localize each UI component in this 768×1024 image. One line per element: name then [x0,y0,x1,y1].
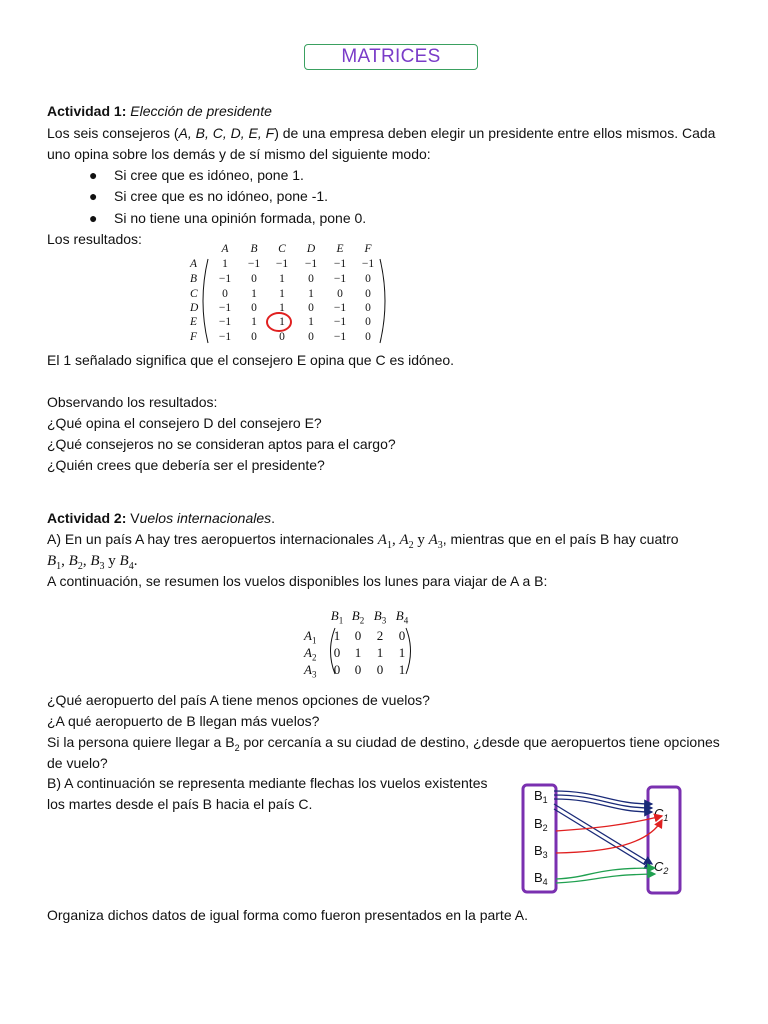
matrix-cell: −1 [333,331,347,343]
label-letter: B [330,608,339,623]
matrix-cell: 0 [376,662,384,677]
list-item [89,166,304,184]
matrix-cell: 0 [365,316,371,328]
matrix-cell: −1 [333,302,347,314]
math-b-airports: $B_1$, $B_2$, $B_3$ y $B_4$. [47,553,138,572]
flight-b2-c1 [556,816,662,831]
question: ¿Qué opina el consejero D del consejero E? [47,415,322,431]
matrix-cell: 1 [398,662,406,677]
node-c1: $C_1$ [654,806,669,823]
closing-instruction: Organiza dichos datos de igual forma como fueron presentados en la parte A. [47,907,528,923]
matrix-col-label: E [336,243,344,255]
matrix-cell: 0 [365,273,371,285]
list-item [89,187,328,205]
matrix-cell: 1 [376,645,384,660]
matrix-cell: −1 [247,258,261,270]
node-c2: $C_2$ [654,859,669,876]
intro-text: ) de una empresa deben elegir un presidente entre ellos mismos. Cada [274,125,716,141]
label-letter: A [304,645,312,660]
matrix-cell: 1 [398,645,406,660]
matrix-cell: 0 [333,662,341,677]
math-a-airports: $A_1$, $A_2$ y $A_3$ [377,532,443,551]
matrix-row-label: F [190,331,198,343]
flight-b1-c2 [554,804,652,864]
label-letter: B [373,608,382,623]
label-letter: A [304,662,312,677]
matrix-cell: −1 [304,258,318,270]
heading-text: V [126,510,140,526]
activity-1-heading [47,102,272,120]
question: ¿Qué aeropuerto del país A tiene menos opciones de vuelos? [47,692,430,708]
matrix-row-label: B [190,273,198,285]
matrix-cell: 0 [279,331,285,343]
part-b-line-2: los martes desde el país B hacia el país C. [47,796,313,812]
flight-b3-c1 [556,820,662,853]
matrix-cell: 0 [365,302,371,314]
matrix-col-label: D [306,243,316,255]
bullet-text: Si no tiene una opinión formada, pone 0. [114,210,367,226]
matrix-cell: −1 [218,302,232,314]
matrix-cell: 0 [337,288,343,300]
matrix-cell: 2 [376,628,384,643]
matrix-cell: −1 [361,258,375,270]
question [47,733,720,757]
bullet-text: Si cree que es no idóneo, pone -1. [114,188,329,204]
activity-1-intro-line-2: uno opina sobre los demás y de sí mismo del siguiente modo: [47,146,431,162]
part-b-line-1: B) A continuación se representa mediante flechas los vuelos existentes [47,775,488,791]
question-text: por cercanía a su ciudad de destino, ¿desde que aeropuertos tiene opciones [239,734,720,750]
matrix-cell: 0 [308,302,314,314]
activity-2-line-1 [47,530,679,555]
node-b4: $B_4$ [534,870,548,887]
activity-1-subtitle: Elección de presidente [130,103,272,119]
matrix-cell: 1 [279,273,285,285]
matrix-cell: −1 [333,316,347,328]
activity-2-line-3: A continuación, se resumen los vuelos disponibles los lunes para viajar de A a B: [47,573,548,589]
country-c-box [648,787,680,893]
subscript: 2 [234,742,240,753]
node-b2: $B_2$ [534,816,548,833]
matrix-cell: 0 [251,302,257,314]
matrix-cell: −1 [333,258,347,270]
flight-b1-c1 [554,791,652,804]
matrix-cell: −1 [275,258,289,270]
matrix-cell: −1 [218,331,232,343]
matrix-cell: 0 [333,645,341,660]
matrix-cell: 0 [251,331,257,343]
label-letter: B [395,608,404,623]
bullet-icon: ● [89,188,98,204]
matrix-cell: 0 [308,331,314,343]
matrix-cell: 1 [308,316,314,328]
matrix-cell: 0 [222,288,228,300]
matrix-cell: 1 [354,645,362,660]
matrix-col-label: C [278,243,286,255]
matrix-row-label [304,661,316,684]
results-label: Los resultados: [47,231,142,247]
matrix-col-label: B [250,243,258,255]
matrix-cell: 1 [308,288,314,300]
matrix-cell: 0 [365,331,371,343]
label-sub: 2 [311,652,317,663]
question: ¿A qué aeropuerto de B llegan más vuelos? [47,713,320,729]
intro-letters: A, B, C, D, E, F [178,125,275,141]
intro-text: Los seis consejeros ( [47,125,179,141]
label-sub: 1 [311,635,317,646]
matrix-cell: −1 [333,273,347,285]
matrix-cell: 0 [308,273,314,285]
label-sub: 1 [338,615,344,626]
flight-b1-c2 [554,809,652,869]
question-continued: de vuelo? [47,755,108,771]
matrix-col-label: A [221,243,229,255]
line-text: , mientras que en el país B hay cuatro [442,531,679,547]
matrix-cell: 1 [251,288,257,300]
opinion-matrix [186,241,396,345]
matrix-cell: 1 [251,316,257,328]
matrix-cell: 0 [354,628,362,643]
activity-2-label: Actividad 2: [47,510,127,526]
matrix-cell: 1 [279,288,285,300]
label-letter: A [304,628,312,643]
activity-1-label: Actividad 1: [47,103,127,119]
flights-arrow-diagram [520,782,690,897]
bullet-icon: ● [89,167,98,183]
node-b1: $B_1$ [534,788,548,805]
matrix-col-label: F [364,243,372,255]
label-sub: 3 [381,615,387,626]
matrix-cell: 1 [333,628,341,643]
matrix-cell: 1 [222,258,228,270]
matrix-cell: −1 [218,273,232,285]
matrix-cell: 0 [398,628,406,643]
matrix-cell: 1 [279,316,285,328]
matrix-row-label: A [190,258,198,270]
activity-2-heading [47,509,275,527]
matrix-note: El 1 señalado significa que el consejero E opina que C es idóneo. [47,352,455,368]
bullet-text: Si cree que es idóneo, pone 1. [114,167,304,183]
line-text: A) En un país A hay tres aeropuertos internacionales [47,531,378,547]
matrix-cell: −1 [218,316,232,328]
matrix-cell: 0 [365,288,371,300]
label-letter: B [351,608,360,623]
matrix-cell: 0 [251,273,257,285]
question: ¿Qué consejeros no se consideran aptos para el cargo? [47,436,396,452]
activity-2-subtitle: uelos internacionales [139,510,272,526]
flights-matrix [302,606,422,680]
label-sub: 3 [311,669,317,680]
observations-label: Observando los resultados: [47,394,218,410]
matrix-row-label: D [190,302,199,314]
activity-1-intro-line-1 [47,124,715,142]
matrix-row-label: E [190,316,198,328]
bullet-icon: ● [89,210,98,226]
question: ¿Quién crees que debería ser el presidente? [47,457,325,473]
matrix-cell: 0 [354,662,362,677]
heading-text: . [271,510,276,526]
page-title: MATRICES [304,44,478,70]
question-text: Si la persona quiere llegar a B [47,734,235,750]
flight-b4-c2 [556,874,655,883]
label-sub: 2 [359,615,365,626]
matrix-row-label: C [190,288,198,300]
label-sub: 4 [403,615,409,626]
matrix-cell: 1 [279,302,285,314]
list-item [89,209,366,227]
node-b3: $B_3$ [534,843,548,860]
